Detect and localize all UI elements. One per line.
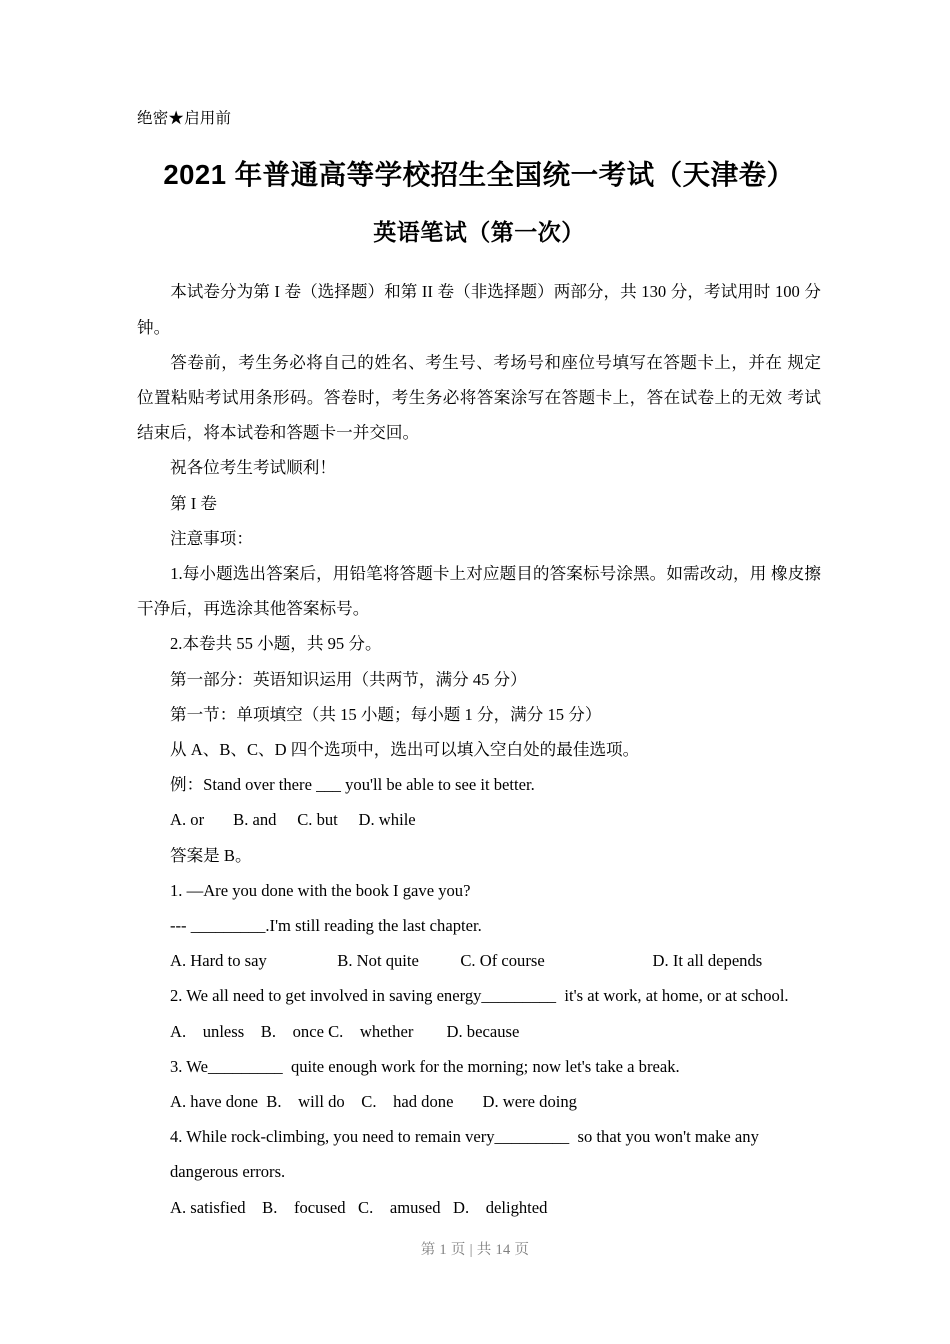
part-one-heading: 第一部分：英语知识运用（共两节，满分 45 分） [170,669,527,689]
question-2-options: A. unless B. once C. whether D. because [170,1021,520,1041]
instructions-block [137,274,821,1224]
secret-mark: 绝密★启用前 [137,110,232,127]
question-3-stem: 3. We_________ quite enough work for the morning; now let's take a break. [170,1056,680,1076]
example-answer: 答案是 B。 [170,845,252,865]
page-content [137,0,821,1225]
page-title: 2021 年普通高等学校招生全国统一考试（天津卷） [163,158,795,190]
question-4-stem-line-1: 4. While rock-climbing, you need to remain very_________ so that you won't make any [170,1127,759,1147]
page-subtitle: 英语笔试（第一次） [373,219,585,246]
note-item-2: 2.本卷共 55 小题，共 95 分。 [170,634,382,654]
notes-label: 注意事项： [170,528,253,548]
section-one-directions: 从 A、B、C、D 四个选项中，选出可以填入空白处的最佳选项。 [170,739,640,759]
question-1-stem-line-2: --- _________.I'm still reading the last chapter. [170,915,482,935]
good-luck-note: 祝各位考生考试顺利！ [170,458,336,478]
question-1-options: A. Hard to say B. Not quite C. Of course D. It all depends [170,951,763,971]
example-stem: 例：Stand over there ___ you'll be able to see it better. [170,775,535,795]
page-footer: 第 1 页 | 共 14 页 [420,1242,530,1258]
question-4-stem-line-2: dangerous errors. [170,1162,286,1182]
volume-label: 第 I 卷 [170,493,218,513]
question-1-stem-line-1: 1. —Are you done with the book I gave you? [170,880,471,900]
instruction-paragraph-1: 本试卷分为第 I 卷（选择题）和第 II 卷（非选择题）两部分，共 130 分，考试用时 100 分钟。 [137,282,821,337]
question-4-options: A. satisfied B. focused C. amused D. delighted [170,1197,548,1217]
question-3-options: A. have done B. will do C. had done D. were doing [170,1092,577,1111]
example-options: A. or B. and C. but D. while [170,810,416,830]
instruction-paragraph-2: 答卷前，考生务必将自己的姓名、考生号、考场号和座位号填写在答题卡上，并在 规定位置粘贴考试用条形码。答卷时，考生务必将答案涂写在答题卡上，答在试卷上的无效 考试结束后，将本试卷和答题卡一并交回。 [137,352,821,443]
note-item-1: 1.每小题选出答案后，用铅笔将答题卡上对应题目的答案标号涂黑。如需改动，用 橡皮擦干净后，再选涂其他答案标号。 [137,563,821,619]
section-one-heading: 第一节：单项填空（共 15 小题；每小题 1 分，满分 15 分） [170,704,602,724]
question-2-stem: 2. We all need to get involved in saving energy_________ it's at work, at home, or at school. [170,986,789,1006]
